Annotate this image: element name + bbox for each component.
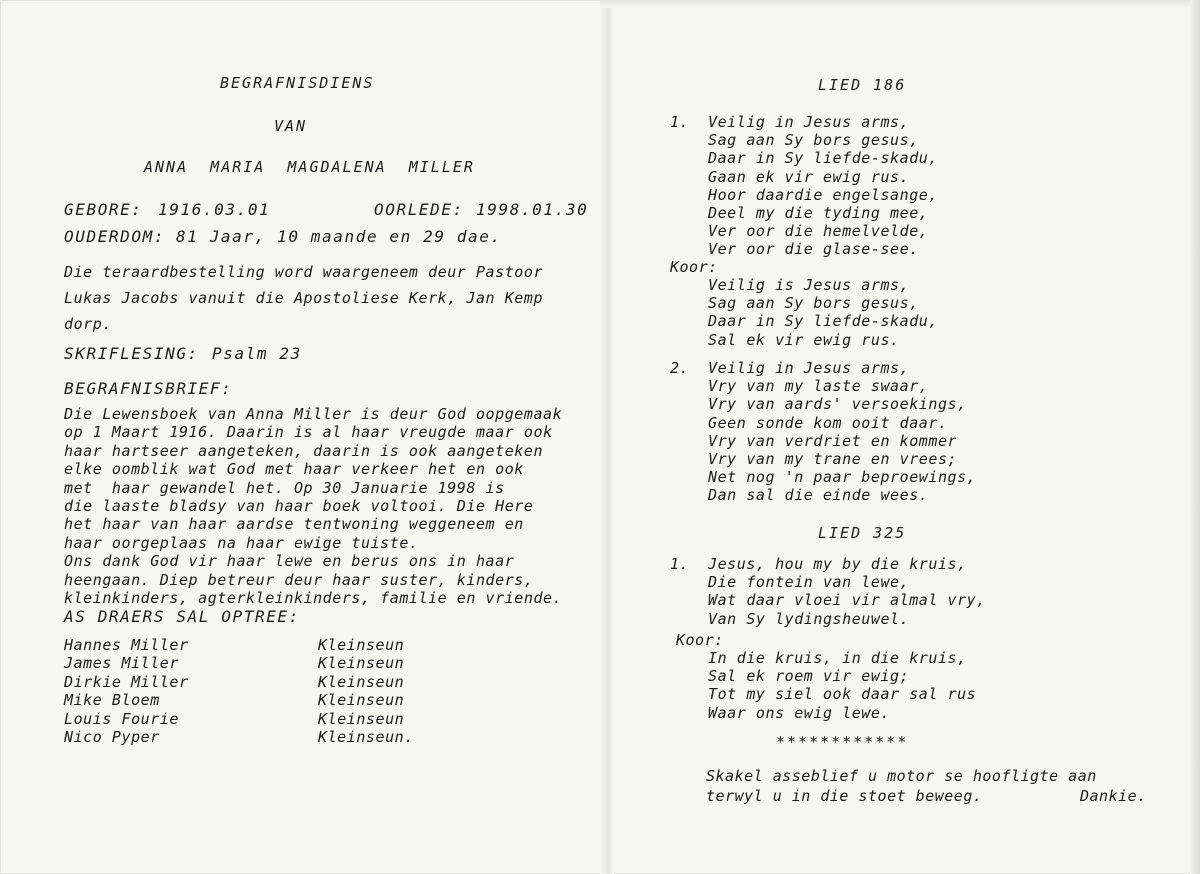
letter-line: Die Lewensboek van Anna Miller is deur God oopgemaak xyxy=(64,405,563,423)
bearer-name: Nico Pyper xyxy=(64,728,160,747)
born-date: 1916.03.01 xyxy=(158,200,271,219)
bearer-relation: Kleinseun xyxy=(318,654,405,673)
letter-line: kleinkinders, agterkleinkinders, familie en vriende. xyxy=(64,589,563,608)
hymn-325-verse-1 xyxy=(708,555,986,628)
letter-line: met haar gewandel het. Op 30 Januarie 1998 is xyxy=(64,478,505,497)
hymn-325-chorus xyxy=(708,649,976,722)
hymn-186-verse-2 xyxy=(708,359,976,505)
scripture-value: Psalm 23 xyxy=(212,344,302,363)
closing-thanks: Dankie. xyxy=(1080,787,1147,805)
hymn-186-verse-2-number: 2. xyxy=(670,359,690,377)
paper-edge-top xyxy=(600,0,1200,8)
verse-line: Vry van my laste swaar, xyxy=(708,377,929,396)
bearer-name: James Miller xyxy=(64,654,179,673)
died-date: 1998.01.30 xyxy=(476,200,589,219)
program-van: VAN xyxy=(274,117,308,135)
chorus-line: Sal ek vir ewig rus. xyxy=(708,330,900,349)
verse-line: Vry van verdriet en kommer xyxy=(708,431,958,450)
deceased-name: ANNA MARIA MAGDALENA MILLER xyxy=(144,158,475,176)
interment-paragraph xyxy=(64,259,543,337)
letter-line: haar oorgeplaas na haar ewige tuiste. xyxy=(64,533,419,552)
chorus-line: Sag aan Sy bors gesus, xyxy=(708,294,919,313)
verse-line: Geen sonde kom ooit daar. xyxy=(708,413,948,432)
verse-line: Deel my die tyding mee, xyxy=(708,204,929,223)
chorus-line: Sal ek roem vir ewig; xyxy=(708,667,910,686)
verse-line: Veilig in Jesus arms, xyxy=(708,359,910,377)
letter-line: het haar van haar aardse tentwoning weggeneem en xyxy=(64,515,524,534)
verse-line: Gaan ek vir ewig rus. xyxy=(708,167,910,186)
paper-edge-right xyxy=(1190,0,1200,874)
interment-line: Die teraardbestelling word waargeneem deur Pastoor xyxy=(64,263,544,281)
chorus-line: Veilig is Jesus arms, xyxy=(708,276,910,294)
bearers-names xyxy=(64,636,189,746)
bearer-name: Dirkie Miller xyxy=(64,672,189,691)
letter-line: haar hartseer aangeteken, daarin is ook aangeteken xyxy=(64,441,544,460)
funeral-letter-text xyxy=(64,405,562,607)
closing-note-line-2: terwyl u in die stoet beweeg. xyxy=(706,787,983,805)
bearers-relations xyxy=(318,636,414,746)
interment-line: dorp. xyxy=(64,315,112,333)
letter-line: elke oomblik wat God met haar verkeer het en ook xyxy=(64,460,524,479)
verse-line: Vry van aards' versoekings, xyxy=(708,395,967,414)
verse-line: Ver oor die glase-see. xyxy=(708,240,919,259)
program-title: BEGRAFNISDIENS xyxy=(220,74,375,92)
hymn-325-chorus-label: Koor: xyxy=(676,631,724,649)
verse-line: Vry van my trane en vrees; xyxy=(708,450,958,469)
hymn-325-title: LIED 325 xyxy=(818,524,907,542)
verse-line: Hoor daardie engelsange, xyxy=(708,185,938,204)
bearer-name: Mike Bloem xyxy=(64,691,160,710)
letter-line: Ons dank God vir haar lewe en berus ons in haar xyxy=(64,552,515,571)
page-fold xyxy=(600,0,614,874)
born-label: GEBORE: xyxy=(64,200,143,219)
funeral-letter-heading: BEGRAFNISBRIEF: xyxy=(64,379,233,398)
verse-line: Daar in Sy liefde-skadu, xyxy=(708,149,938,168)
hymn-186-chorus-label: Koor: xyxy=(670,258,718,276)
hymn-186-title: LIED 186 xyxy=(818,76,907,94)
age-label: OUDERDOM: xyxy=(64,227,166,246)
letter-line: op 1 Maart 1916. Daarin is al haar vreugde maar ook xyxy=(64,423,553,442)
verse-line: Dan sal die einde wees. xyxy=(708,486,929,505)
chorus-line: In die kruis, in die kruis, xyxy=(708,649,967,667)
bearer-relation: Kleinseun xyxy=(318,636,405,654)
scripture-label: SKRIFLESING: xyxy=(64,344,199,363)
verse-line: Veilig in Jesus arms, xyxy=(708,113,910,131)
interment-line: Lukas Jacobs vanuit die Apostoliese Kerk, Jan Kemp xyxy=(64,289,544,307)
bearer-relation: Kleinseun xyxy=(318,672,405,691)
verse-line: Sag aan Sy bors gesus, xyxy=(708,131,919,150)
bearer-name: Louis Fourie xyxy=(64,709,179,728)
hymn-186-verse-1-number: 1. xyxy=(670,113,690,131)
bearer-relation: Kleinseun xyxy=(318,691,405,710)
chorus-line: Tot my siel ook daar sal rus xyxy=(708,685,977,704)
died-label: OORLEDE: xyxy=(374,200,464,219)
verse-line: Die fontein van lewe, xyxy=(708,573,910,592)
verse-line: Ver oor die hemelvelde, xyxy=(708,222,929,241)
bearer-name: Hannes Miller xyxy=(64,636,189,654)
closing-note-line-1: Skakel asseblief u motor se hoofligte aan xyxy=(706,767,1097,785)
chorus-line: Daar in Sy liefde-skadu, xyxy=(708,312,938,331)
asterisk-separator: ************ xyxy=(776,733,909,751)
verse-line: Jesus, hou my by die kruis, xyxy=(708,555,967,573)
verse-line: Net nog 'n paar beproewings, xyxy=(708,468,977,487)
verse-line: Van Sy lydingsheuwel. xyxy=(708,609,910,628)
letter-line: die laaste bladsy van haar boek voltooi. Die Here xyxy=(64,497,534,516)
bearers-heading: AS DRAERS SAL OPTREE: xyxy=(64,607,300,626)
letter-line: heengaan. Diep betreur deur haar suster, kinders, xyxy=(64,570,534,589)
hymn-325-verse-1-number: 1. xyxy=(670,555,690,573)
bearer-relation: Kleinseun xyxy=(318,709,405,728)
chorus-line: Waar ons ewig lewe. xyxy=(708,703,891,722)
age-value: 81 Jaar, 10 maande en 29 dae. xyxy=(176,227,502,246)
bearer-relation: Kleinseun. xyxy=(318,728,414,747)
hymn-186-verse-1 xyxy=(708,113,938,259)
verse-line: Wat daar vloei vir almal vry, xyxy=(708,591,986,610)
hymn-186-chorus xyxy=(708,276,938,349)
